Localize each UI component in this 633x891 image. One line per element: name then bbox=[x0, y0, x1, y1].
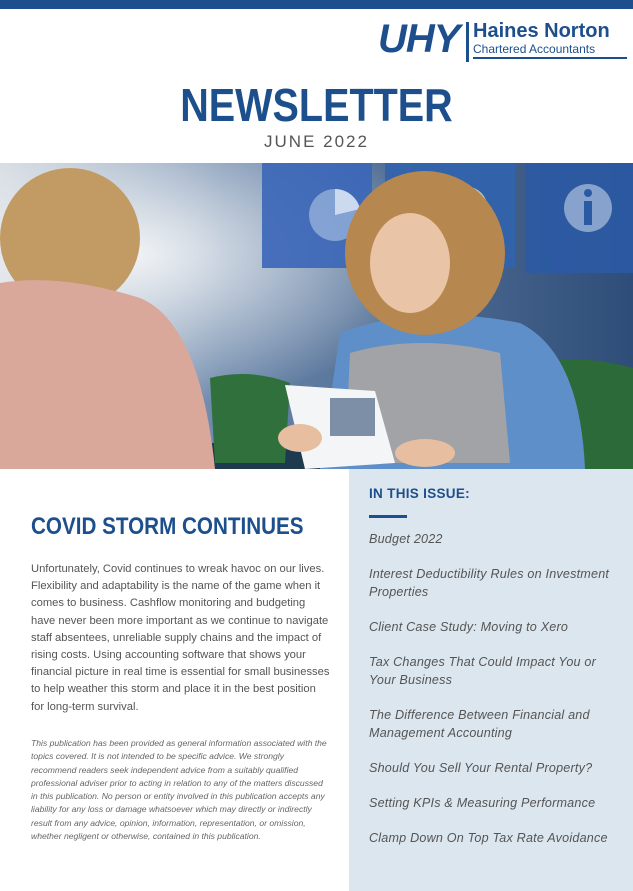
info-icon bbox=[564, 184, 612, 232]
firm-name: Haines Norton bbox=[473, 20, 610, 42]
firm-subtitle: Chartered Accountants bbox=[473, 42, 596, 56]
newsletter-title: NEWSLETTER bbox=[180, 79, 453, 131]
logo-divider bbox=[466, 22, 469, 62]
top-bar bbox=[0, 0, 633, 9]
newsletter-date: JUNE 2022 bbox=[264, 132, 369, 151]
article-heading: COVID STORM CONTINUES bbox=[31, 513, 304, 540]
issue-item-tax-changes[interactable]: Tax Changes That Could Impact You or Your Business bbox=[369, 655, 597, 687]
issue-item-interest-deductibility[interactable]: Interest Deductibility Rules on Investment Properties bbox=[369, 567, 610, 599]
logo-underline bbox=[473, 57, 627, 59]
heading-rule bbox=[369, 515, 407, 518]
uhy-logo[interactable] bbox=[378, 16, 630, 68]
issue-item-kpis[interactable]: Setting KPIs & Measuring Performance bbox=[369, 796, 596, 810]
issue-item-budget[interactable]: Budget 2022 bbox=[369, 532, 443, 546]
issue-item-rental-property[interactable]: Should You Sell Your Rental Property? bbox=[369, 761, 593, 775]
issue-item-case-study[interactable]: Client Case Study: Moving to Xero bbox=[369, 620, 569, 634]
disclaimer: This publication has been provided as general information associated with the topics covered. It is not intended to be specific advice. We strongly recommend readers seek independent advice from a suitably qualified professional adviser prior to acting in relation to any of the matters discussed in this publication. No person or entity involved in this publication accepts any liability for any loss or damage whatsoever which may directly or indirectly result from any advice, opinion, information, representation, or omission, whether negligent or otherwise, contained in this publication. bbox=[31, 738, 327, 842]
hero-photo bbox=[0, 163, 633, 469]
article-body: Unfortunately, Covid continues to wreak havoc on our lives. Flexibility and adaptability is the name of the game when it comes to business. Cashflow monitoring and budgeting have never been more important as we continue to navigate staff absentees, unreliable supply chains and the impact of rising costs. Using accounting software that shows your financial picture in real time is essential for small businesses to help weather this storm and place it in the best position for long-term survival. bbox=[31, 563, 330, 713]
in-this-issue-heading: IN THIS ISSUE: bbox=[369, 486, 470, 501]
issue-item-financial-vs-management[interactable]: The Difference Between Financial and Management Accounting bbox=[369, 708, 590, 740]
issue-item-tax-avoidance[interactable]: Clamp Down On Top Tax Rate Avoidance bbox=[369, 831, 608, 845]
logo-mark: UHY bbox=[378, 17, 460, 61]
